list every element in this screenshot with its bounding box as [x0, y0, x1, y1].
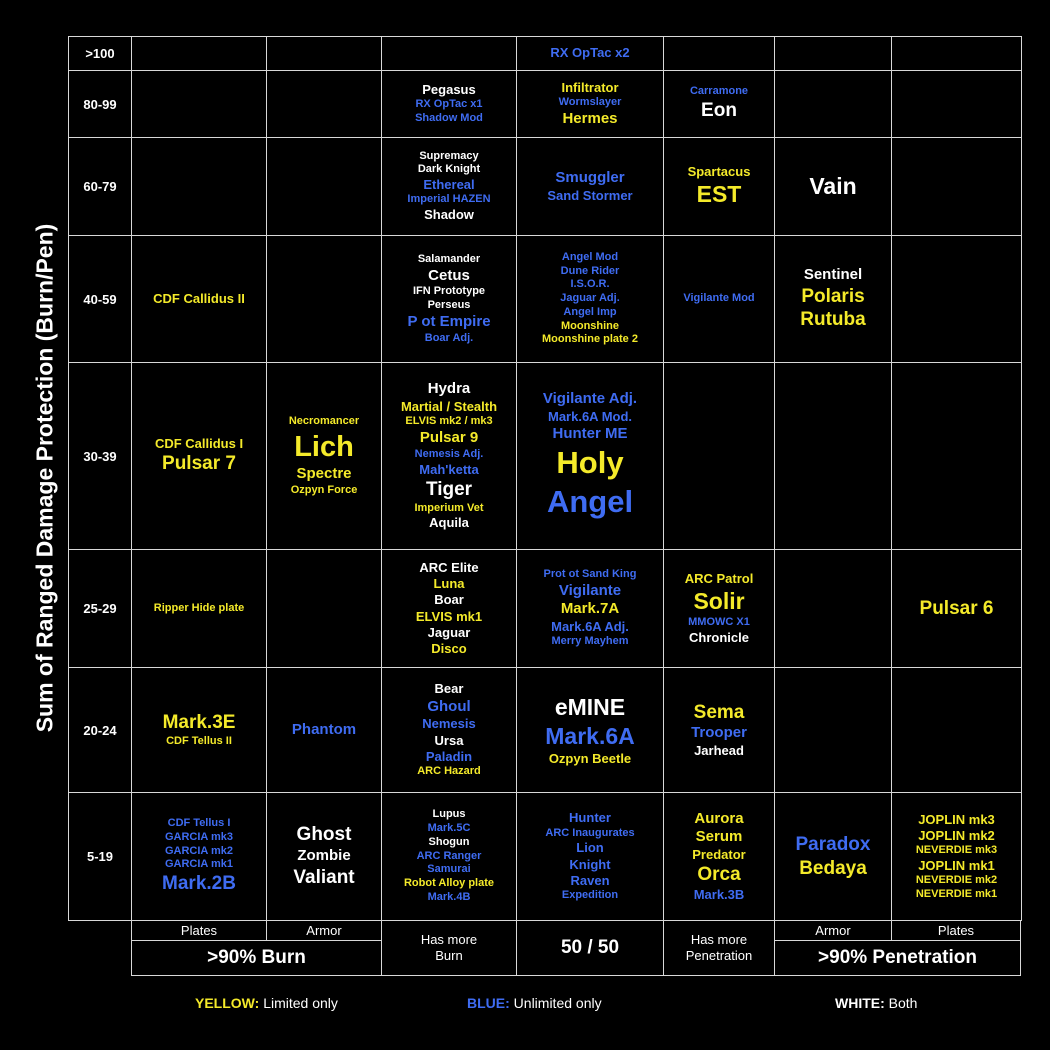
armor-entry: Bear: [434, 681, 464, 697]
armor-entry: Ozpyn Beetle: [548, 750, 632, 766]
armor-entry: Infiltrator: [561, 79, 619, 95]
armor-entry: Aquila: [429, 515, 469, 531]
armor-entry: Mark.6A: [545, 722, 635, 749]
armor-entry: Prot ot Sand King: [543, 567, 637, 580]
armor-entry: Imperium Vet: [414, 501, 484, 514]
grid-cell: [266, 36, 382, 71]
bottom-more-pen-line1: Has more: [690, 931, 748, 947]
armor-entry: Ethereal: [423, 177, 475, 193]
armor-entry: I.S.O.R.: [570, 278, 610, 291]
legend-yellow-text: Limited only: [263, 995, 338, 1011]
grid-cell: [131, 137, 267, 236]
armor-entry: ARC Patrol: [684, 571, 754, 586]
grid-cell: [381, 792, 517, 921]
grid-cell: [381, 70, 517, 138]
grid-cell: [131, 792, 267, 921]
armor-entry: Solir: [693, 588, 745, 615]
armor-entry: ARC Hazard: [417, 765, 481, 777]
armor-entry: Smuggler: [555, 169, 625, 186]
armor-entry: P ot Empire: [407, 312, 491, 330]
row-label: 5-19: [68, 792, 132, 921]
grid-cell: [663, 137, 775, 236]
armor-entry: Cetus: [428, 266, 470, 284]
grid-cell: [266, 549, 382, 668]
armor-entry: NEVERDIE mk3: [915, 844, 998, 856]
grid-cell: [774, 137, 892, 236]
grid-cell: [774, 549, 892, 668]
armor-entry: Martial / Stealth: [400, 399, 498, 415]
legend-white-text: Both: [888, 995, 918, 1011]
grid-cell: [663, 792, 775, 921]
grid-cell: [663, 235, 775, 363]
bottom-sub-armor-burn: Armor: [266, 920, 382, 941]
grid-cell: [891, 70, 1022, 138]
armor-entry: Angel Mod: [561, 250, 619, 263]
grid-cell: [774, 792, 892, 921]
bottom-burn-label: >90% Burn: [131, 940, 382, 976]
armor-entry: Shadow Mod: [415, 112, 483, 125]
armor-entry: Ozpyn Force: [290, 483, 358, 496]
row-label: 30-39: [68, 362, 132, 550]
grid-cell: [516, 549, 664, 668]
legend-white-label: WHITE:: [835, 995, 885, 1011]
armor-entry: Vigilante: [558, 581, 622, 599]
grid-cell: [266, 792, 382, 921]
legend-blue-label: BLUE:: [467, 995, 510, 1011]
armor-entry: Bedaya: [799, 857, 867, 879]
armor-entry: Mark.3E: [162, 712, 236, 734]
armor-entry: JOPLIN mk2: [918, 827, 995, 843]
bottom-sub-armor-pen: Armor: [774, 920, 892, 941]
armor-entry: Hunter ME: [552, 425, 628, 443]
legend-blue: [467, 995, 602, 1011]
armor-entry: Mark.6A Mod.: [547, 409, 633, 425]
grid-cell: [891, 549, 1022, 668]
armor-entry: Shogun: [428, 835, 470, 848]
armor-entry: Phantom: [291, 720, 357, 738]
armor-entry: Aurora: [694, 809, 744, 827]
armor-entry: Vigilante Mod: [683, 292, 755, 305]
grid-cell: [774, 235, 892, 363]
armor-entry: Perseus: [427, 299, 471, 311]
armor-entry: Jaguar: [427, 624, 471, 640]
grid-cell: [663, 549, 775, 668]
armor-entry: Holy: [556, 445, 624, 481]
armor-entry: Vigilante Adj.: [542, 390, 638, 408]
armor-entry: Moonshine: [560, 319, 620, 332]
grid-cell: [131, 36, 267, 71]
armor-entry: Supremacy: [419, 149, 479, 162]
grid-cell: [663, 362, 775, 550]
legend-blue-text: Unlimited only: [513, 995, 602, 1011]
armor-entry: Lupus: [432, 808, 466, 821]
grid-cell: [381, 549, 517, 668]
armor-entry: eMINE: [554, 694, 626, 721]
grid-cell: [516, 70, 664, 138]
row-label: >100: [68, 36, 132, 71]
armor-entry: Mark.4B: [427, 890, 471, 903]
grid-cell: [891, 792, 1022, 921]
legend-yellow-label: YELLOW:: [195, 995, 260, 1011]
bottom-sub-plates-pen: Plates: [891, 920, 1021, 941]
armor-entry: Predator: [692, 847, 746, 863]
armor-entry: Hunter: [569, 810, 611, 826]
armor-entry: Paladin: [425, 748, 473, 764]
grid-cell: [381, 667, 517, 793]
armor-entry: Valiant: [293, 866, 355, 888]
armor-entry: CDF Tellus I: [167, 817, 231, 830]
armor-entry: CDF Tellus II: [166, 735, 232, 747]
armor-entry: Zombie: [297, 847, 351, 865]
bottom-sub-plates-burn: Plates: [131, 920, 267, 941]
armor-entry: Hydra: [427, 380, 471, 398]
row-label: 60-79: [68, 137, 132, 236]
bottom-pen-label: >90% Penetration: [774, 940, 1021, 976]
armor-entry: Lion: [576, 840, 604, 856]
armor-entry: Ghoul: [427, 697, 471, 715]
armor-entry: Pulsar 9: [419, 429, 479, 447]
legend-white: [835, 995, 917, 1011]
armor-entry: ARC Inaugurates: [545, 826, 635, 839]
armor-entry: Sema: [693, 701, 745, 723]
legend-yellow: [195, 995, 338, 1011]
armor-entry: Angel Imp: [563, 305, 617, 318]
armor-entry: Ursa: [434, 732, 464, 748]
grid-cell: [774, 36, 892, 71]
armor-entry: Sentinel: [803, 265, 863, 283]
bottom-more-burn-line1: Has more: [420, 931, 478, 947]
grid-cell: [131, 362, 267, 550]
armor-entry: Trooper: [691, 724, 747, 742]
armor-entry: Boar: [434, 592, 464, 608]
armor-entry: Knight: [569, 856, 611, 872]
armor-entry: Imperial HAZEN: [407, 193, 491, 206]
armor-entry: Necromancer: [288, 414, 360, 427]
armor-entry: Luna: [433, 576, 465, 591]
armor-entry: Wormslayer: [558, 95, 622, 108]
bottom-more-burn: [381, 920, 517, 976]
armor-entry: Samurai: [427, 863, 471, 876]
grid-cell: [516, 792, 664, 921]
grid-cell: [131, 235, 267, 363]
armor-entry: Eon: [701, 100, 737, 121]
armor-entry: Lich: [294, 430, 354, 463]
armor-entry: ELVIS mk2 / mk3: [405, 415, 493, 428]
armor-entry: GARCIA mk3: [164, 830, 234, 843]
row-label: 80-99: [68, 70, 132, 138]
armor-entry: Mah'ketta: [419, 461, 479, 477]
grid-cell: [381, 36, 517, 71]
armor-entry: Polaris: [801, 285, 865, 307]
armor-entry: Mark.2B: [162, 873, 236, 895]
grid-cell: [774, 667, 892, 793]
armor-entry: Tiger: [425, 478, 473, 500]
armor-entry: Merry Mayhem: [551, 635, 629, 648]
grid-cell: [381, 362, 517, 550]
grid-cell: [774, 362, 892, 550]
armor-entry: GARCIA mk2: [164, 844, 234, 857]
grid-cell: [516, 36, 664, 71]
grid-cell: [131, 667, 267, 793]
armor-entry: JOPLIN mk3: [918, 811, 995, 827]
armor-entry: Orca: [697, 864, 741, 886]
armor-entry: Spartacus: [687, 164, 751, 179]
armor-entry: Expedition: [561, 889, 619, 901]
grid-cell: [131, 549, 267, 668]
armor-entry: Ripper Hide plate: [153, 601, 245, 614]
armor-entry: NEVERDIE mk2: [915, 874, 998, 886]
armor-entry: Pegasus: [422, 82, 476, 98]
grid-cell: [891, 667, 1022, 793]
armor-entry: Moonshine plate 2: [542, 333, 638, 346]
bottom-even: 50 / 50: [516, 920, 664, 976]
armor-entry: Dark Knight: [417, 163, 481, 176]
armor-entry: Ghost: [296, 824, 352, 846]
armor-entry: CDF Callidus II: [153, 290, 245, 306]
armor-entry: Mark.7A: [560, 600, 620, 618]
armor-entry: Jarhead: [694, 743, 744, 759]
armor-entry: Angel: [546, 483, 634, 519]
armor-entry: RX OpTac x2: [550, 45, 630, 61]
grid-cell: [663, 36, 775, 71]
armor-entry: Mark.5C: [427, 822, 471, 835]
armor-entry: Disco: [431, 641, 467, 656]
armor-entry: Salamander: [417, 252, 481, 265]
armor-entry: Raven: [570, 872, 610, 888]
grid-cell: [891, 362, 1022, 550]
armor-entry: Mark.3B: [693, 887, 745, 903]
armor-entry: ELVIS mk1: [415, 608, 483, 624]
armor-entry: Sand Stormer: [547, 187, 633, 203]
armor-entry: Dune Rider: [560, 264, 620, 277]
grid-cell: [381, 137, 517, 236]
armor-entry: MMOWC X1: [688, 616, 750, 628]
armor-entry: ARC Elite: [419, 559, 479, 575]
armor-entry: NEVERDIE mk1: [915, 887, 998, 900]
grid-cell: [516, 362, 664, 550]
grid-cell: [891, 36, 1022, 71]
armor-entry: Carramone: [689, 85, 749, 98]
grid-cell: [131, 70, 267, 138]
grid-cell: [381, 235, 517, 363]
armor-entry: JOPLIN mk1: [918, 857, 995, 873]
armor-entry: IFN Prototype: [412, 285, 486, 298]
armor-entry: Paradox: [795, 833, 871, 855]
armor-entry: ARC Ranger: [416, 849, 482, 862]
y-axis-label: Sum of Ranged Damage Protection (Burn/Pen): [31, 223, 58, 733]
grid-cell: [891, 235, 1022, 363]
bottom-more-burn-line2: Burn: [435, 948, 463, 963]
grid-cell: [516, 137, 664, 236]
armor-entry: Serum: [695, 828, 743, 846]
grid-cell: [516, 667, 664, 793]
armor-entry: Nemesis: [422, 716, 476, 732]
bottom-more-pen: [663, 920, 775, 976]
row-label: 40-59: [68, 235, 132, 363]
row-label: 25-29: [68, 549, 132, 668]
grid-cell: [774, 70, 892, 138]
armor-entry: Pulsar 6: [919, 597, 994, 619]
grid-cell: [266, 362, 382, 550]
armor-entry: RX OpTac x1: [415, 98, 483, 111]
armor-entry: Robot Alloy plate: [403, 877, 495, 890]
grid-cell: [516, 235, 664, 363]
armor-entry: Rutuba: [800, 309, 866, 331]
bottom-more-pen-line2: Penetration: [685, 948, 753, 963]
row-label: 20-24: [68, 667, 132, 793]
armor-entry: GARCIA mk1: [164, 858, 234, 871]
armor-entry: Shadow: [424, 207, 474, 223]
grid-cell: [266, 70, 382, 138]
armor-entry: Pulsar 7: [162, 453, 236, 475]
armor-entry: Jaguar Adj.: [560, 292, 620, 305]
grid-cell: [266, 667, 382, 793]
grid-cell: [663, 70, 775, 138]
armor-entry: CDF Callidus I: [154, 436, 244, 451]
armor-entry: Hermes: [562, 109, 618, 127]
armor-entry: EST: [696, 181, 742, 208]
grid-cell: [891, 137, 1022, 236]
grid-cell: [266, 235, 382, 363]
grid-cell: [266, 137, 382, 236]
armor-entry: Mark.6A Adj.: [551, 619, 629, 635]
armor-entry: Spectre: [296, 464, 352, 482]
armor-entry: Nemesis Adj.: [414, 447, 484, 460]
armor-entry: Vain: [809, 173, 857, 200]
grid-cell: [663, 667, 775, 793]
armor-entry: Boar Adj.: [424, 331, 474, 344]
armor-entry: Chronicle: [689, 629, 749, 645]
